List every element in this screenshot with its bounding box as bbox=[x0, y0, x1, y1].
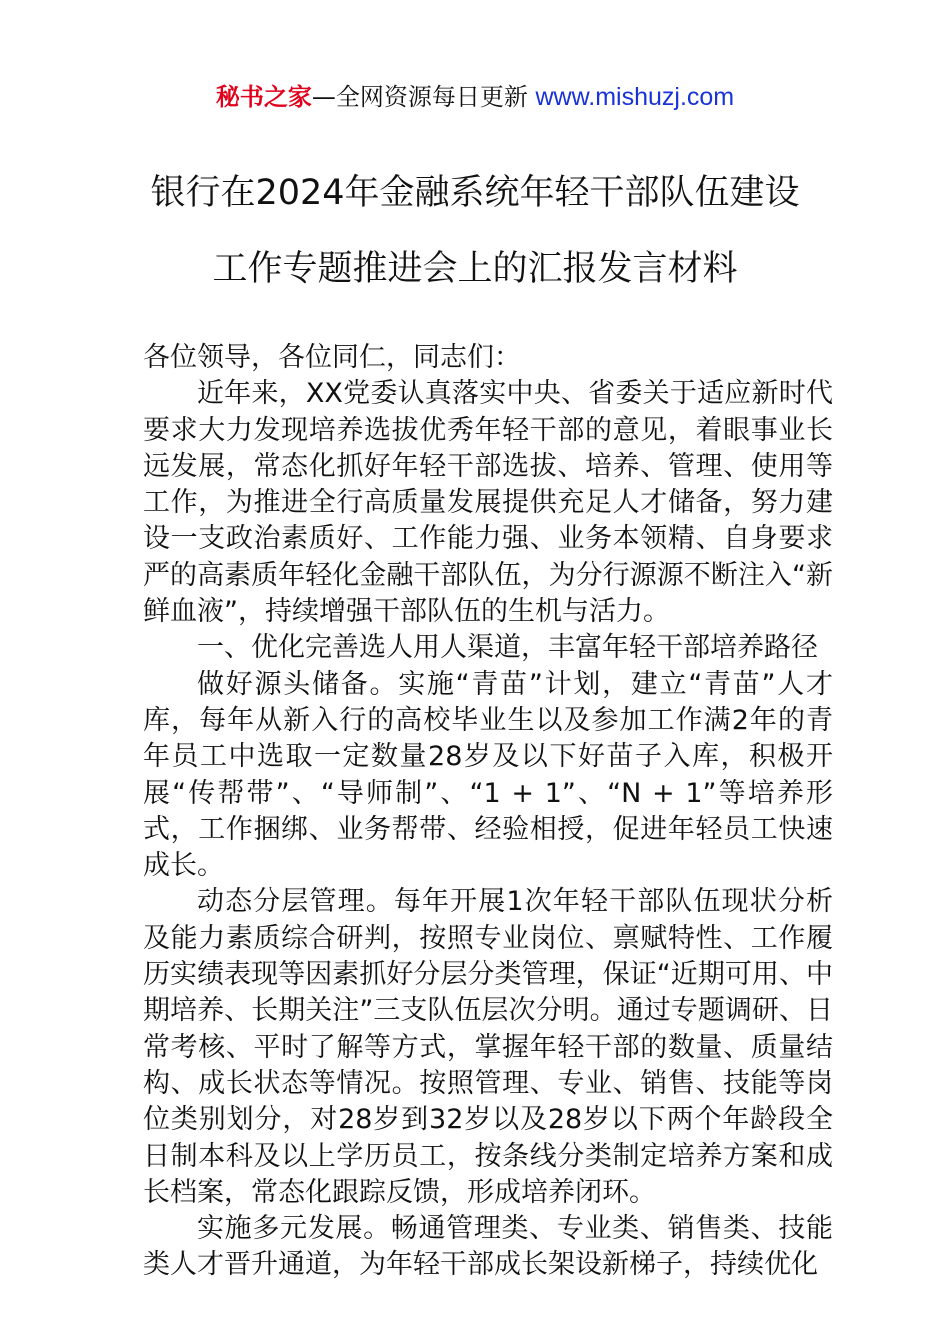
title-line-1: 银行在2024年金融系统年轻干部队伍建设 bbox=[150, 173, 800, 213]
document-body bbox=[143, 340, 833, 1284]
salutation: 各位领导，各位同仁，同志们： bbox=[143, 342, 521, 373]
site-url-link[interactable]: www.mishuzj.com bbox=[535, 83, 735, 111]
site-tagline: —全网资源每日更新 bbox=[311, 83, 536, 111]
paragraph-source-reserve: 做好源头储备。实施“青苗”计划，建立“青苗”人才库，每年从新入行的高校毕业生以及参加工作满2年的青年员工中选取一定数量28岁及以下好苗子入库，积极开展“传帮带”、“导师制”、“1 + 1”、“N + 1”等培养形式，工作捆绑、业务帮带、经验相授，促进年轻员工快速成长。 bbox=[143, 668, 833, 882]
paragraph-diverse-development: 实施多元发展。畅通管理类、专业类、销售类、技能类人才晋升通道，为年轻干部成长架设新梯子，持续优化 bbox=[143, 1213, 833, 1281]
title-line-2: 工作专题推进会上的汇报发言材料 bbox=[212, 249, 738, 289]
document-title bbox=[0, 170, 950, 292]
site-brand: 秘书之家 bbox=[215, 83, 312, 111]
site-header bbox=[0, 80, 950, 114]
paragraph-intro: 近年来，XX党委认真落实中央、省委关于适应新时代要求大力发现培养选拔优秀年轻干部的意见，着眼事业长远发展，常态化抓好年轻干部选拔、培养、管理、使用等工作，为推进全行高质量发展提供充足人才储备，努力建设一支政治素质好、工作能力强、业务本领精、自身要求严的高素质年轻化金融干部队伍，为分行源源不断注入“新鲜血液”，持续增强干部队伍的生机与活力。 bbox=[143, 378, 833, 628]
paragraph-layered-management: 动态分层管理。每年开展1次年轻干部队伍现状分析及能力素质综合研判，按照专业岗位、禀赋特性、工作履历实绩表现等因素抓好分层分类管理，保证“近期可用、中期培养、长期关注”三支队伍层次分明。通过专题调研、日常考核、平时了解等方式，掌握年轻干部的数量、质量结构、成长状态等情况。按照管理、专业、销售、技能等岗位类别划分，对28岁到32岁以及28岁以下两个年龄段全日制本科及以上学历员工，按条线分类制定培养方案和成长档案，常态化跟踪反馈，形成培养闭环。 bbox=[143, 886, 833, 1208]
section-heading-1: 一、优化完善选人用人渠道，丰富年轻干部培养路径 bbox=[197, 632, 818, 664]
